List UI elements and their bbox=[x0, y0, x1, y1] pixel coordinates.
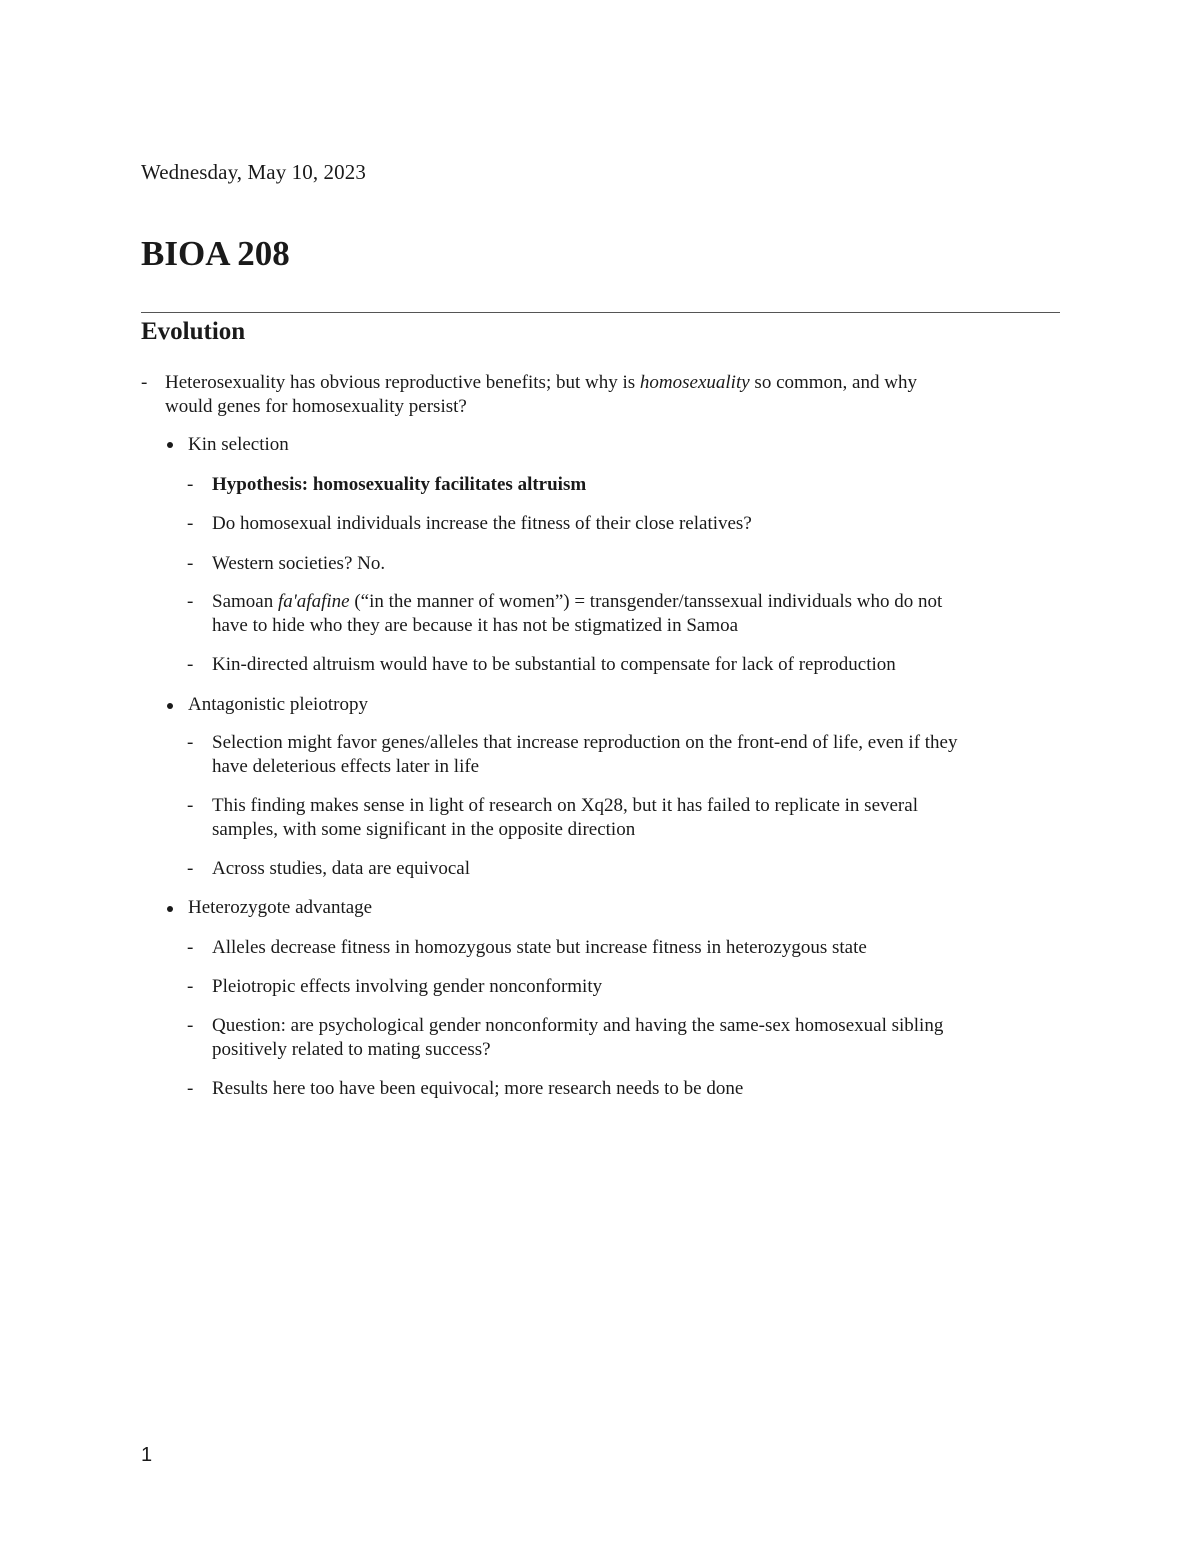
list-dash-marker: - bbox=[187, 513, 194, 534]
list-dash-marker: - bbox=[187, 937, 194, 958]
date-line: Wednesday, May 10, 2023 bbox=[141, 160, 366, 184]
alleles-fitness: Alleles decrease fitness in homozygous state but increase fitness in heterozygous state bbox=[212, 937, 867, 958]
kin-samoan-line-1 bbox=[212, 590, 942, 614]
samoan-term-italic: fa'afafine bbox=[277, 591, 350, 612]
finding-line-2: samples, with some significant in the opposite direction bbox=[212, 819, 636, 840]
intro-line-1 bbox=[165, 371, 917, 395]
intro-text-c: so common, and why bbox=[749, 372, 917, 393]
course-title: BIOA 208 bbox=[141, 234, 290, 273]
heterozygote-advantage-heading: Heterozygote advantage bbox=[188, 897, 373, 918]
title-divider bbox=[141, 312, 1060, 313]
question-line-2: positively related to mating success? bbox=[212, 1039, 491, 1060]
results-equivocal: Results here too have been equivocal; more research needs to be done bbox=[212, 1078, 744, 1099]
pleiotropic-effects: Pleiotropic effects involving gender nonconformity bbox=[212, 976, 603, 997]
kin-fitness-question: Do homosexual individuals increase the fitness of their close relatives? bbox=[212, 513, 752, 534]
list-dash-marker: - bbox=[187, 1078, 194, 1099]
kin-hypothesis: Hypothesis: homosexuality facilitates altruism bbox=[212, 474, 587, 495]
across-studies: Across studies, data are equivocal bbox=[212, 858, 470, 879]
list-dash-marker: - bbox=[187, 553, 194, 574]
list-dash-marker: - bbox=[187, 732, 194, 753]
bullet-dot bbox=[167, 442, 173, 448]
samoan-text-c: (“in the manner of women”) = transgender/tanssexual individuals who do not bbox=[349, 591, 943, 612]
list-dash-marker: - bbox=[187, 858, 194, 879]
bullet-dot bbox=[167, 703, 173, 709]
kin-western: Western societies? No. bbox=[212, 553, 386, 574]
antagonistic-pleiotropy-heading: Antagonistic pleiotropy bbox=[188, 694, 368, 715]
list-dash-marker: - bbox=[187, 591, 194, 612]
intro-text-italic: homosexuality bbox=[639, 372, 750, 393]
kin-samoan-line-2: have to hide who they are because it has not be stigmatized in Samoa bbox=[212, 615, 739, 636]
intro-line-2: would genes for homosexuality persist? bbox=[165, 396, 467, 417]
page-number: 1 bbox=[141, 1444, 153, 1466]
selection-line-2: have deleterious effects later in life bbox=[212, 756, 480, 777]
list-dash-marker: - bbox=[187, 1015, 194, 1036]
intro-text-a: Heterosexuality has obvious reproductive benefits; but why is bbox=[165, 372, 640, 393]
list-dash-marker: - bbox=[187, 976, 194, 997]
finding-line-1: This finding makes sense in light of research on Xq28, but it has failed to replicate in several bbox=[212, 795, 918, 816]
list-dash-marker: - bbox=[187, 474, 194, 495]
list-dash-marker: - bbox=[187, 795, 194, 816]
question-line-1: Question: are psychological gender nonconformity and having the same-sex homosexual sibling bbox=[212, 1015, 944, 1036]
selection-line-1: Selection might favor genes/alleles that increase reproduction on the front-end of life, even if they bbox=[212, 732, 958, 753]
kin-selection-heading: Kin selection bbox=[188, 434, 289, 455]
kin-directed-altruism: Kin-directed altruism would have to be substantial to compensate for lack of reproduction bbox=[212, 654, 896, 675]
list-dash-marker: - bbox=[187, 654, 194, 675]
section-heading: Evolution bbox=[141, 318, 246, 345]
list-dash-marker: - bbox=[141, 372, 148, 393]
bullet-dot bbox=[167, 906, 173, 912]
samoan-text-a: Samoan bbox=[212, 591, 278, 612]
